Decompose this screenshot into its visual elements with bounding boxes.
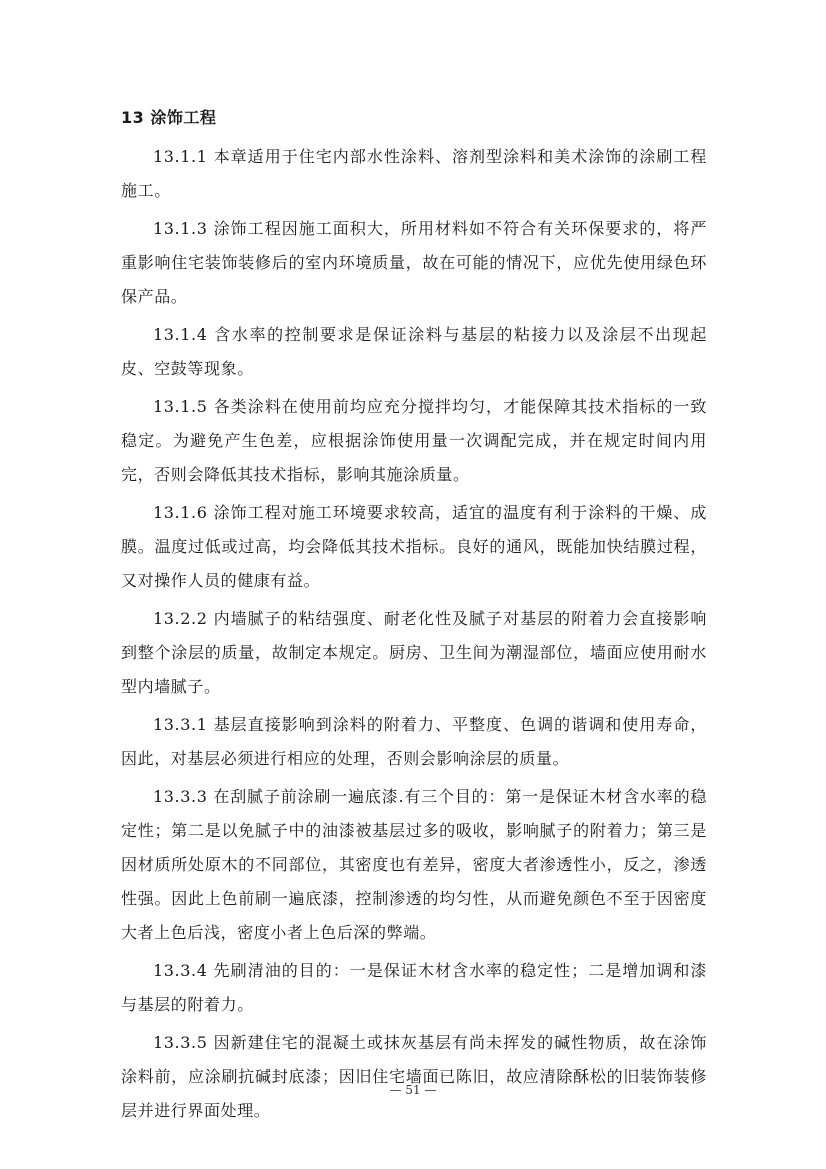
- paragraph-13-3-1: 13.3.1 基层直接影响到涂料的附着力、平整度、色调的谐调和使用寿命，因此，对基层必须进行相应的处理，否则会影响涂层的质量。: [121, 715, 707, 768]
- body-text: [121, 140, 707, 1132]
- paragraph-13-1-5: 13.1.5 各类涂料在使用前均应充分搅拌均匀，才能保障其技术指标的一致稳定。为避免产生色差，应根据涂饰使用量一次调配完成，并在规定时间内用完，否则会降低其技术指标，影响其施涂质量。: [121, 397, 707, 484]
- paragraph-13-1-4: 13.1.4 含水率的控制要求是保证涂料与基层的粘接力以及涂层不出现起皮、空鼓等现象。: [121, 325, 707, 378]
- paragraph-13-1-1: 13.1.1 本章适用于住宅内部水性涂料、溶剂型涂料和美术涂饰的涂刷工程施工。: [121, 147, 707, 200]
- paragraph-13-3-4: 13.3.4 先刷清油的目的：一是保证木材含水率的稳定性；二是增加调和漆与基层的附着力。: [121, 961, 707, 1014]
- paragraph-13-2-2: 13.2.2 内墙腻子的粘结强度、耐老化性及腻子对基层的附着力会直接影响到整个涂层的质量，故制定本规定。厨房、卫生间为潮湿部位，墙面应使用耐水型内墙腻子。: [121, 609, 707, 696]
- paragraph-13-1-3: 13.1.3 涂饰工程因施工面积大，所用材料如不符合有关环保要求的，将严重影响住宅装饰装修后的室内环境质量，故在可能的情况下，应优先使用绿色环保产品。: [121, 219, 707, 306]
- page-number: — 51 —: [389, 1083, 437, 1097]
- chapter-heading: 13 涂饰工程: [121, 108, 217, 127]
- paragraph-13-1-6: 13.1.6 涂饰工程对施工环境要求较高，适宜的温度有利于涂料的干燥、成膜。温度过低或过高，均会降低其技术指标。良好的通风，既能加快结膜过程，又对操作人员的健康有益。: [121, 503, 707, 590]
- paragraph-13-3-5: 13.3.5 因新建住宅的混凝土或抹灰基层有尚未挥发的碱性物质，故在涂饰涂料前，应涂刷抗碱封底漆；因旧住宅墙面已陈旧，故应清除酥松的旧装饰装修层并进行界面处理。: [121, 1033, 707, 1120]
- paragraph-13-3-3: 13.3.3 在刮腻子前涂刷一遍底漆.有三个目的：第一是保证木材含水率的稳定性；第二是以免腻子中的油漆被基层过多的吸收，影响腻子的附着力；第三是因材质所处原木的不同部位，其密度也有差异，密度大者渗透性小，反之，渗透性强。因此上色前刷一遍底漆，控制渗透的均匀性，从而避免颜色不至于因密度大者上色后浅，密度小者上色后深的弊端。: [121, 787, 707, 942]
